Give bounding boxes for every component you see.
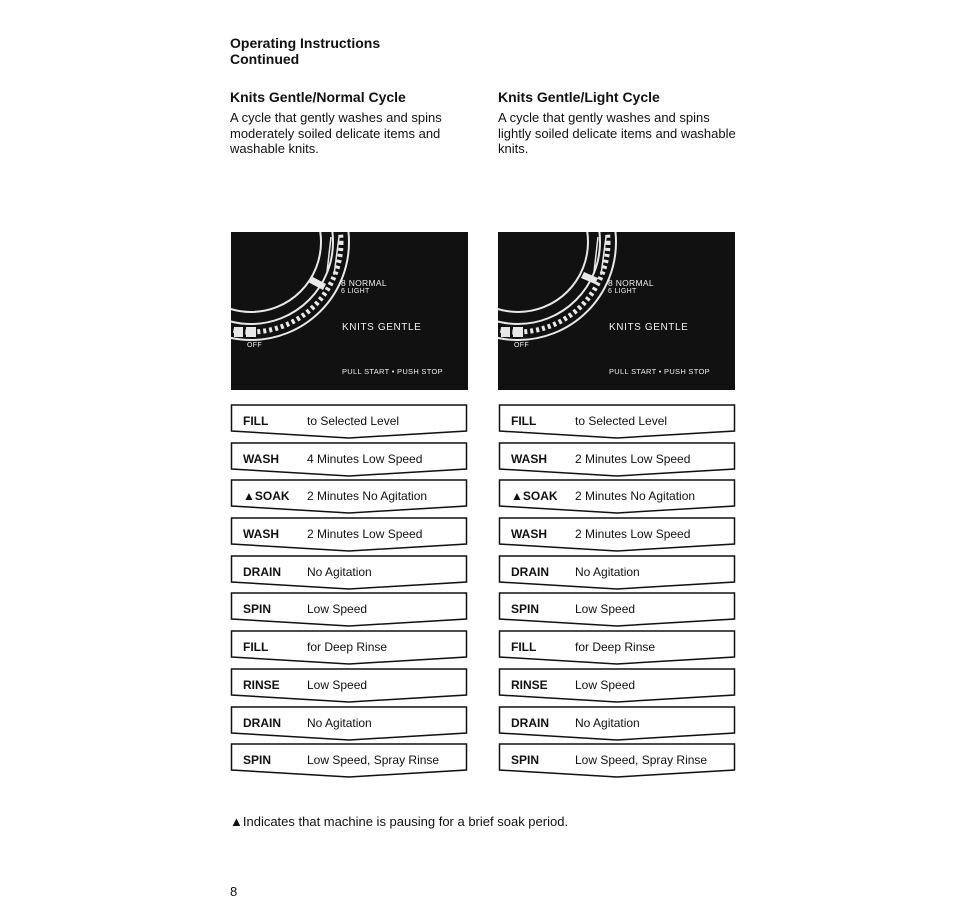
step-description: 2 Minutes Low Speed	[307, 527, 423, 542]
step-rinse	[230, 666, 468, 704]
right-cycle-title: Knits Gentle/Light Cycle	[498, 89, 660, 105]
step-name: WASH	[243, 527, 279, 542]
step-spin	[230, 741, 468, 779]
step-name: DRAIN	[511, 564, 549, 579]
step-name: ▲SOAK	[511, 489, 558, 504]
step-name: FILL	[243, 640, 269, 655]
pull-push-instruction: PULL START • PUSH STOP	[609, 367, 710, 376]
step-name: DRAIN	[243, 564, 281, 579]
step-spin	[498, 590, 736, 628]
cycle-name-label: KNITS GENTLE	[342, 322, 422, 333]
step-name: SPIN	[511, 753, 540, 768]
step-description: No Agitation	[307, 715, 372, 730]
left-control-panel	[231, 232, 468, 390]
right-cycle-steps	[498, 402, 736, 779]
step-drain	[498, 553, 736, 591]
soak-footnote: ▲Indicates that machine is pausing for a brief soak period.	[230, 814, 569, 829]
step-description: to Selected Level	[575, 414, 668, 428]
light-level-label: 6 LIGHT	[608, 288, 637, 295]
step-description: to Selected Level	[307, 414, 400, 428]
step-description: Low Speed	[307, 677, 368, 692]
step-fill	[230, 628, 468, 666]
page-number: 8	[230, 884, 238, 899]
left-cycle-text: A cycle that gently washes and spins moderately soiled delicate items and washable knits.	[230, 110, 442, 156]
step-description: 2 Minutes No Agitation	[575, 489, 696, 504]
step-name: WASH	[243, 451, 279, 466]
left-cycle-steps	[230, 402, 468, 779]
step-name: FILL	[511, 414, 537, 428]
step-description: for Deep Rinse	[307, 640, 388, 655]
step-fill	[498, 402, 736, 440]
step-fill	[230, 402, 468, 440]
off-label: OFF	[514, 342, 529, 349]
step-name: SPIN	[243, 602, 272, 617]
step-fill	[498, 628, 736, 666]
off-indicator-icon	[501, 327, 525, 337]
step-name: DRAIN	[511, 715, 549, 730]
header-title: Operating Instructions	[230, 35, 381, 51]
step-description: Low Speed, Spray Rinse	[307, 753, 440, 768]
step-description: No Agitation	[575, 715, 640, 730]
step-name: WASH	[511, 451, 547, 466]
step-name: SPIN	[511, 602, 540, 617]
step-spin	[498, 741, 736, 779]
step-soak	[498, 477, 736, 515]
step-description: for Deep Rinse	[575, 640, 656, 655]
normal-level-label: 8 NORMAL	[341, 278, 387, 288]
step-drain	[498, 704, 736, 742]
section-header	[230, 35, 380, 67]
off-label: OFF	[247, 342, 262, 349]
step-name: SPIN	[243, 753, 272, 768]
step-name: FILL	[243, 414, 269, 428]
right-control-panel	[498, 232, 735, 390]
step-spin	[230, 590, 468, 628]
step-drain	[230, 704, 468, 742]
step-description: 2 Minutes No Agitation	[307, 489, 428, 504]
light-level-label: 6 LIGHT	[341, 288, 370, 295]
normal-level-label: 8 NORMAL	[608, 278, 654, 288]
step-wash	[498, 440, 736, 478]
step-description: 4 Minutes Low Speed	[307, 451, 423, 466]
pull-push-instruction: PULL START • PUSH STOP	[342, 367, 443, 376]
step-wash	[230, 515, 468, 553]
step-description: Low Speed	[575, 602, 636, 617]
step-description: 2 Minutes Low Speed	[575, 527, 691, 542]
header-subtitle: Continued	[230, 51, 300, 67]
step-name: RINSE	[243, 677, 280, 692]
step-description: No Agitation	[575, 564, 640, 579]
step-soak	[230, 477, 468, 515]
step-description: 2 Minutes Low Speed	[575, 451, 691, 466]
step-name: FILL	[511, 640, 537, 655]
step-description: Low Speed, Spray Rinse	[575, 753, 708, 768]
step-description: Low Speed	[575, 677, 636, 692]
off-indicator-icon	[234, 327, 258, 337]
step-name: WASH	[511, 527, 547, 542]
left-cycle-description	[230, 89, 470, 157]
right-cycle-text: A cycle that gently washes and spins lightly soiled delicate items and washable knits.	[498, 110, 736, 156]
step-name: RINSE	[511, 677, 548, 692]
step-drain	[230, 553, 468, 591]
cycle-name-label: KNITS GENTLE	[609, 322, 689, 333]
step-name: DRAIN	[243, 715, 281, 730]
step-rinse	[498, 666, 736, 704]
right-cycle-description	[498, 89, 738, 157]
step-name: ▲SOAK	[243, 489, 290, 504]
step-description: Low Speed	[307, 602, 368, 617]
step-wash	[230, 440, 468, 478]
left-cycle-title: Knits Gentle/Normal Cycle	[230, 89, 406, 105]
step-wash	[498, 515, 736, 553]
step-description: No Agitation	[307, 564, 372, 579]
